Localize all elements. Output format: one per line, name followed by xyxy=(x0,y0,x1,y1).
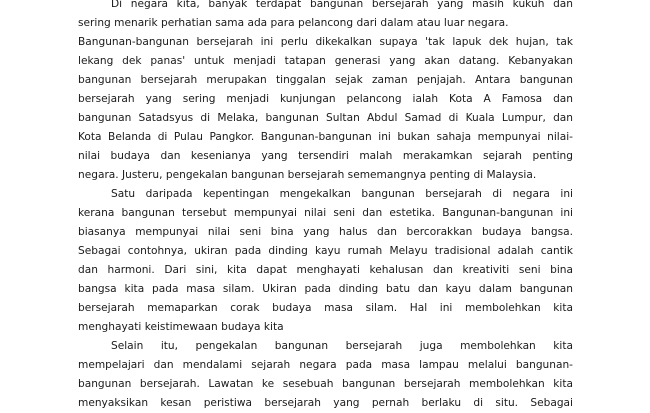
text-line: bangunan bersejarah. Lawatan ke sesebuah bangunan bersejarah membolehkan kita xyxy=(78,378,573,390)
text-line: mempelajari dan mendalami sejarah negara pada masa lampau melalui bangunan- xyxy=(78,359,573,371)
text-line: Kota Belanda di Pulau Pangkor. Bangunan-bangunan ini bukan sahaja mempunyai nilai- xyxy=(78,131,573,143)
text-line: bersejarah yang sering menjadi kunjungan pelancong ialah Kota A Famosa dan xyxy=(78,93,573,105)
text-line: dan harmoni. Dari sini, kita dapat menghayati kehalusan dan kreativiti seni bina xyxy=(78,264,573,276)
text-line: Di negara kita, banyak terdapat bangunan bersejarah yang masih kukuh dan xyxy=(111,0,573,10)
text-line: bangsa kita pada masa silam. Ukiran pada dinding batu dan kayu dalam bangunan xyxy=(78,283,573,295)
text-line: menyaksikan kesan peristiwa bersejarah yang pernah berlaku di situ. Sebagai xyxy=(78,397,573,409)
text-line: biasanya mempunyai nilai seni bina yang halus dan bercorakkan budaya bangsa. xyxy=(78,226,573,238)
text-line: Selain itu, pengekalan bangunan bersejarah juga membolehkan kita xyxy=(111,340,573,352)
text-line: lekang dek panas' untuk menjadi tatapan generasi yang akan datang. Kebanyakan xyxy=(78,55,573,67)
text-line: Sebagai contohnya, ukiran pada dinding kayu rumah Melayu tradisional adalah cantik xyxy=(78,245,573,257)
text-line: nilai budaya dan kesenianya yang tersendiri malah merakamkan sejarah penting xyxy=(78,150,573,162)
text-line: bangunan Satadsyus di Melaka, bangunan Sultan Abdul Samad di Kuala Lumpur, dan xyxy=(78,112,573,124)
text-line: Satu daripada kepentingan mengekalkan bangunan bersejarah di negara ini xyxy=(111,188,573,200)
text-line: bersejarah memaparkan corak budaya masa silam. Hal ini membolehkan kita xyxy=(78,302,573,314)
text-line: Bangunan-bangunan bersejarah ini perlu dikekalkan supaya 'tak lapuk dek hujan, tak xyxy=(78,36,573,48)
text-line: kerana bangunan tersebut mempunyai nilai seni dan estetika. Bangunan-bangunan ini xyxy=(78,207,573,219)
text-line: bangunan bersejarah merupakan tinggalan sejak zaman penjajah. Antara bangunan xyxy=(78,74,573,86)
text-line: sering menarik perhatian sama ada para pelancong dari dalam atau luar negara. xyxy=(78,17,509,29)
text-line: menghayati keistimewaan budaya kita xyxy=(78,321,284,333)
text-line: negara. Justeru, pengekalan bangunan bersejarah sememangnya penting di Malaysia. xyxy=(78,169,537,181)
